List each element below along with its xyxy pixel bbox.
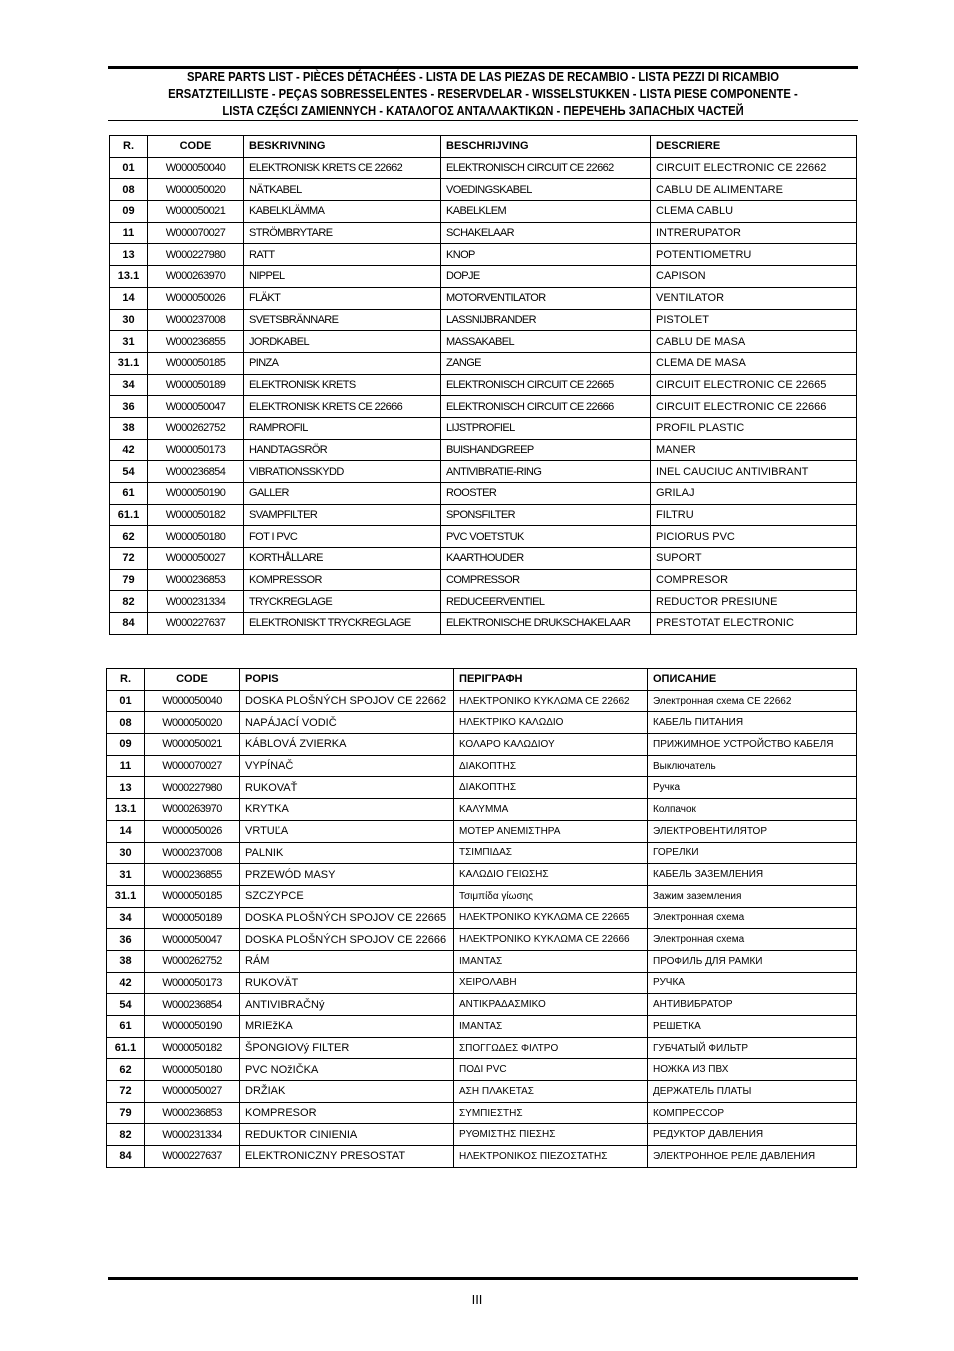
code-cell: W000050173	[148, 439, 244, 461]
col-header-greek: ΠΕΡΙΓΡΑΦΗ	[454, 669, 648, 691]
swedish-cell: VIBRATIONSSKYDD	[244, 461, 441, 483]
russian-cell: ДЕРЖАТЕЛЬ ПЛАТЫ	[648, 1081, 857, 1103]
slovak-cell: ŠPONGIOVý FILTER	[240, 1037, 454, 1059]
dutch-cell: KNOP	[441, 244, 651, 266]
slovak-cell: ANTIVIBRAČNý	[240, 994, 454, 1016]
ref-cell: 79	[110, 569, 148, 591]
swedish-cell: KORTHÅLLARE	[244, 548, 441, 570]
ref-cell: 11	[107, 755, 145, 777]
russian-cell: ГОРЕЛКИ	[648, 842, 857, 864]
slovak-cell: DOSKA PLOŠNÝCH SPOJOV CE 22666	[240, 929, 454, 951]
dutch-cell: REDUCEERVENTIEL	[441, 591, 651, 613]
dutch-cell: ELEKTRONISCH CIRCUIT CE 22666	[441, 396, 651, 418]
ref-cell: 61	[110, 483, 148, 505]
ref-cell: 61.1	[107, 1037, 145, 1059]
romanian-cell: MANER	[651, 439, 857, 461]
romanian-cell: CIRCUIT ELECTRONIC CE 22665	[651, 374, 857, 396]
code-cell: W000050026	[145, 820, 240, 842]
romanian-cell: PICIORUS PVC	[651, 526, 857, 548]
swedish-cell: ELEKTRONISK KRETS	[244, 374, 441, 396]
russian-cell: КАБЕЛЬ ЗАЗЕМЛЕНИЯ	[648, 864, 857, 886]
dutch-cell: SCHAKELAAR	[441, 222, 651, 244]
russian-cell: ЭЛЕКТРОННОЕ РЕЛЕ ДАВЛЕНИЯ	[648, 1146, 857, 1168]
slovak-cell: PVC NOžIČKA	[240, 1059, 454, 1081]
col-header-romanian: DESCRIERE	[651, 136, 857, 158]
swedish-cell: JORDKABEL	[244, 331, 441, 353]
swedish-cell: KOMPRESSOR	[244, 569, 441, 591]
header-line-1: SPARE PARTS LIST - PIÈCES DÉTACHÉES - LISTA DE LAS PIEZAS DE RECAMBIO - LISTA PEZZI DI RICAMBIO	[187, 70, 779, 84]
header-rule	[108, 120, 858, 121]
table-row	[110, 439, 857, 461]
russian-cell: РЕДУКТОР ДАВЛЕНИЯ	[648, 1124, 857, 1146]
slovak-cell: KOMPRESOR	[240, 1102, 454, 1124]
greek-cell: ΙΜΑΝΤΑΣ	[454, 1016, 648, 1038]
table-row	[107, 842, 857, 864]
col-header-code: CODE	[145, 669, 240, 691]
table-row	[107, 755, 857, 777]
swedish-cell: HANDTAGSRÖR	[244, 439, 441, 461]
ref-cell: 01	[107, 690, 145, 712]
slovak-cell: SZCZYPCE	[240, 885, 454, 907]
ref-cell: 31	[110, 331, 148, 353]
ref-cell: 36	[107, 929, 145, 951]
col-header-swedish: BESKRIVNING	[244, 136, 441, 158]
russian-cell: Электронная схема	[648, 907, 857, 929]
dutch-cell: ELEKTRONISCH CIRCUIT CE 22662	[441, 157, 651, 179]
romanian-cell: CABLU DE ALIMENTARE	[651, 179, 857, 201]
table-row	[107, 1102, 857, 1124]
table-row	[107, 950, 857, 972]
swedish-cell: SVETSBRÄNNARE	[244, 309, 441, 331]
ref-cell: 82	[110, 591, 148, 613]
table-row	[110, 352, 857, 374]
romanian-cell: PRESTOTAT ELECTRONIC	[651, 613, 857, 635]
dutch-cell: DOPJE	[441, 266, 651, 288]
code-cell: W000050027	[145, 1081, 240, 1103]
swedish-cell: GALLER	[244, 483, 441, 505]
table-row	[107, 820, 857, 842]
russian-cell: Электронная схема	[648, 929, 857, 951]
swedish-cell: ELEKTRONISKT TRYCKREGLAGE	[244, 613, 441, 635]
code-cell: W000227637	[148, 613, 244, 635]
russian-cell: КАБЕЛЬ ПИТАНИЯ	[648, 712, 857, 734]
ref-cell: 61.1	[110, 504, 148, 526]
slovak-cell: KRYTKA	[240, 799, 454, 821]
code-cell: W000050190	[148, 483, 244, 505]
romanian-cell: CLEMA DE MASA	[651, 352, 857, 374]
table-row	[110, 244, 857, 266]
col-header-ref: R.	[107, 669, 145, 691]
table-header-row	[110, 136, 857, 158]
table-row	[107, 1124, 857, 1146]
russian-cell: Ручка	[648, 777, 857, 799]
dutch-cell: ELEKTRONISCH CIRCUIT CE 22665	[441, 374, 651, 396]
code-cell: W000050180	[145, 1059, 240, 1081]
ref-cell: 54	[110, 461, 148, 483]
russian-cell: РЕШЕТКА	[648, 1016, 857, 1038]
greek-cell: ΗΛΕΚΤΡΟΝΙΚΟ ΚΥΚΛΩΜΑ CE 22662	[454, 690, 648, 712]
table-row	[107, 864, 857, 886]
greek-cell: ΣΠΟΓΓΩΔΕΣ ΦΙΛΤΡΟ	[454, 1037, 648, 1059]
romanian-cell: GRILAJ	[651, 483, 857, 505]
table-row	[110, 483, 857, 505]
code-cell: W000262752	[145, 950, 240, 972]
swedish-cell: SVAMPFILTER	[244, 504, 441, 526]
ref-cell: 54	[107, 994, 145, 1016]
ref-cell: 42	[107, 972, 145, 994]
swedish-cell: FLÄKT	[244, 287, 441, 309]
greek-cell: ΑΣΗ ΠΛΑΚΕΤΑΣ	[454, 1081, 648, 1103]
table-row	[110, 417, 857, 439]
russian-cell: Зажим заземления	[648, 885, 857, 907]
code-cell: W000263970	[148, 266, 244, 288]
col-header-code: CODE	[148, 136, 244, 158]
swedish-cell: STRÖMBRYTARE	[244, 222, 441, 244]
slovak-cell: RUKOVÄT	[240, 972, 454, 994]
code-cell: W000070027	[148, 222, 244, 244]
table-row	[110, 526, 857, 548]
table-row	[107, 994, 857, 1016]
romanian-cell: CIRCUIT ELECTRONIC CE 22666	[651, 396, 857, 418]
ref-cell: 14	[110, 287, 148, 309]
ref-cell: 38	[110, 417, 148, 439]
col-header-slovak: POPIS	[240, 669, 454, 691]
col-header-dutch: BESCHRIJVING	[441, 136, 651, 158]
dutch-cell: BUISHANDGREEP	[441, 439, 651, 461]
ref-cell: 31.1	[107, 885, 145, 907]
table-row	[110, 504, 857, 526]
table-row	[107, 972, 857, 994]
slovak-cell: DRŽIAK	[240, 1081, 454, 1103]
russian-cell: Колпачок	[648, 799, 857, 821]
dutch-cell: LASSNIJBRANDER	[441, 309, 651, 331]
ref-cell: 31	[107, 864, 145, 886]
slovak-cell: RUKOVAŤ	[240, 777, 454, 799]
greek-cell: ΔΙΑΚΟΠΤΗΣ	[454, 777, 648, 799]
code-cell: W000050021	[145, 734, 240, 756]
code-cell: W000262752	[148, 417, 244, 439]
ref-cell: 34	[110, 374, 148, 396]
code-cell: W000050047	[148, 396, 244, 418]
code-cell: W000231334	[148, 591, 244, 613]
greek-cell: ΙΜΑΝΤΑΣ	[454, 950, 648, 972]
table-row	[110, 613, 857, 635]
ref-cell: 09	[107, 734, 145, 756]
dutch-cell: SPONSFILTER	[441, 504, 651, 526]
header-line-3: LISTA CZĘŚCI ZAMIENNYCH - ΚΑΤΑΛΟΓΟΣ ΑΝΤΑΛΛΑΚΤΙΚΩΝ - ПЕРЕЧЕНЬ ЗАПАСНЫХ ЧАСТЕЙ	[222, 104, 744, 118]
russian-cell: НОЖКА ИЗ ПВХ	[648, 1059, 857, 1081]
page-number: III	[471, 1292, 483, 1307]
dutch-cell: ROOSTER	[441, 483, 651, 505]
ref-cell: 13	[107, 777, 145, 799]
code-cell: W000237008	[148, 309, 244, 331]
table-row	[110, 222, 857, 244]
ref-cell: 01	[110, 157, 148, 179]
table-row	[107, 1146, 857, 1168]
greek-cell: ΗΛΕΚΤΡΟΝΙΚΟ ΚΥΚΛΩΜΑ CE 22665	[454, 907, 648, 929]
slovak-cell: DOSKA PLOŠNÝCH SPOJOV CE 22662	[240, 690, 454, 712]
slovak-cell: PALNIK	[240, 842, 454, 864]
ref-cell: 82	[107, 1124, 145, 1146]
swedish-cell: TRYCKREGLAGE	[244, 591, 441, 613]
dutch-cell: PVC VOETSTUK	[441, 526, 651, 548]
greek-cell: ΠΟΔΙ PVC	[454, 1059, 648, 1081]
table-row	[110, 548, 857, 570]
code-cell: W000236853	[148, 569, 244, 591]
table-row	[110, 287, 857, 309]
code-cell: W000236854	[145, 994, 240, 1016]
romanian-cell: PISTOLET	[651, 309, 857, 331]
ref-cell: 62	[107, 1059, 145, 1081]
code-cell: W000263970	[145, 799, 240, 821]
code-cell: W000236855	[148, 331, 244, 353]
table-row	[110, 179, 857, 201]
code-cell: W000050189	[145, 907, 240, 929]
romanian-cell: CABLU DE MASA	[651, 331, 857, 353]
ref-cell: 61	[107, 1016, 145, 1038]
code-cell: W000050173	[145, 972, 240, 994]
greek-cell: ΔΙΑΚΟΠΤΗΣ	[454, 755, 648, 777]
slovak-cell: ELEKTRONICZNY PRESOSTAT	[240, 1146, 454, 1168]
table-row	[110, 374, 857, 396]
romanian-cell: FILTRU	[651, 504, 857, 526]
code-cell: W000050182	[145, 1037, 240, 1059]
code-cell: W000237008	[145, 842, 240, 864]
romanian-cell: PROFIL PLASTIC	[651, 417, 857, 439]
dutch-cell: COMPRESSOR	[441, 569, 651, 591]
romanian-cell: CIRCUIT ELECTRONIC CE 22662	[651, 157, 857, 179]
table-row	[110, 331, 857, 353]
page-header	[146, 69, 821, 120]
swedish-cell: PINZA	[244, 352, 441, 374]
ref-cell: 72	[110, 548, 148, 570]
swedish-cell: KABELKLÄMMA	[244, 201, 441, 223]
col-header-russian: ОПИСАНИЕ	[648, 669, 857, 691]
table-row	[110, 396, 857, 418]
swedish-cell: RATT	[244, 244, 441, 266]
code-cell: W000050190	[145, 1016, 240, 1038]
dutch-cell: MASSAKABEL	[441, 331, 651, 353]
table-row	[107, 1037, 857, 1059]
russian-cell: АНТИВИБРАТОР	[648, 994, 857, 1016]
greek-cell: ΚΟΛΑΡΟ ΚΑΛΩΔΙΟΥ	[454, 734, 648, 756]
table-row	[110, 309, 857, 331]
col-header-ref: R.	[110, 136, 148, 158]
swedish-cell: NIPPEL	[244, 266, 441, 288]
table-body	[110, 157, 857, 634]
code-cell: W000050182	[148, 504, 244, 526]
ref-cell: 38	[107, 950, 145, 972]
table-row	[107, 712, 857, 734]
greek-cell: ΗΛΕΚΤΡΟΝΙΚΟ ΚΥΚΛΩΜΑ CE 22666	[454, 929, 648, 951]
ref-cell: 30	[107, 842, 145, 864]
romanian-cell: INEL CAUCIUC ANTIVIBRANT	[651, 461, 857, 483]
ref-cell: 13.1	[107, 799, 145, 821]
ref-cell: 11	[110, 222, 148, 244]
code-cell: W000236854	[148, 461, 244, 483]
table-row	[110, 157, 857, 179]
table-row	[107, 734, 857, 756]
dutch-cell: MOTORVENTILATOR	[441, 287, 651, 309]
code-cell: W000050185	[148, 352, 244, 374]
greek-cell: ΚΑΛΩΔΙΟ ΓΕΙΩΣΗΣ	[454, 864, 648, 886]
code-cell: W000050180	[148, 526, 244, 548]
code-cell: W000050189	[148, 374, 244, 396]
code-cell: W000227980	[145, 777, 240, 799]
dutch-cell: VOEDINGSKABEL	[441, 179, 651, 201]
dutch-cell: ANTIVIBRATIE-RING	[441, 461, 651, 483]
code-cell: W000236853	[145, 1102, 240, 1124]
dutch-cell: KAARTHOUDER	[441, 548, 651, 570]
code-cell: W000050040	[148, 157, 244, 179]
table-row	[110, 461, 857, 483]
greek-cell: ΤΣΙΜΠΙΔΑΣ	[454, 842, 648, 864]
dutch-cell: KABELKLEM	[441, 201, 651, 223]
slovak-cell: NAPÁJACÍ VODIČ	[240, 712, 454, 734]
dutch-cell: LIJSTPROFIEL	[441, 417, 651, 439]
russian-cell: Электронная схема CE 22662	[648, 690, 857, 712]
ref-cell: 42	[110, 439, 148, 461]
romanian-cell: INTRERUPATOR	[651, 222, 857, 244]
code-cell: W000236855	[145, 864, 240, 886]
ref-cell: 62	[110, 526, 148, 548]
romanian-cell: CLEMA CABLU	[651, 201, 857, 223]
ref-cell: 14	[107, 820, 145, 842]
ref-cell: 72	[107, 1081, 145, 1103]
slovak-cell: RÁM	[240, 950, 454, 972]
table-row	[107, 885, 857, 907]
ref-cell: 36	[110, 396, 148, 418]
slovak-cell: REDUKTOR CINIENIA	[240, 1124, 454, 1146]
slovak-cell: MRIEžKA	[240, 1016, 454, 1038]
ref-cell: 79	[107, 1102, 145, 1124]
bottom-rule	[108, 1277, 858, 1280]
greek-cell: ΗΛΕΚΤΡΟΝΙΚΟΣ ΠΙΕΖΟΣΤΑΤΗΣ	[454, 1146, 648, 1168]
ref-cell: 09	[110, 201, 148, 223]
header-line-2: ERSATZTEILLISTE - PEÇAS SOBRESSELENTES - RESERVDELAR - WISSELSTUKKEN - LISTA PIESE COMPONENTE -	[168, 87, 798, 101]
romanian-cell: CAPISON	[651, 266, 857, 288]
greek-cell: ΚΑΛΥΜΜΑ	[454, 799, 648, 821]
ref-cell: 31.1	[110, 352, 148, 374]
russian-cell: Выключатель	[648, 755, 857, 777]
code-cell: W000050021	[148, 201, 244, 223]
table-row	[107, 1016, 857, 1038]
ref-cell: 13.1	[110, 266, 148, 288]
greek-cell: ΧΕΙΡΟΛΑΒΗ	[454, 972, 648, 994]
ref-cell: 34	[107, 907, 145, 929]
greek-cell: ΣΥΜΠΙΕΣΤΗΣ	[454, 1102, 648, 1124]
table-row	[110, 591, 857, 613]
table-row	[107, 690, 857, 712]
swedish-cell: NÄTKABEL	[244, 179, 441, 201]
greek-cell: ΗΛΕΚΤΡΙΚΟ ΚΑΛΩΔΙΟ	[454, 712, 648, 734]
ref-cell: 08	[110, 179, 148, 201]
greek-cell: ΜΟΤΕΡ ΑΝΕΜΙΣΤΗΡΑ	[454, 820, 648, 842]
table-body	[107, 690, 857, 1167]
slovak-cell: PRZEWÓD MASY	[240, 864, 454, 886]
romanian-cell: POTENTIOMETRU	[651, 244, 857, 266]
romanian-cell: SUPORT	[651, 548, 857, 570]
slovak-cell: VYPÍNAČ	[240, 755, 454, 777]
slovak-cell: DOSKA PLOŠNÝCH SPOJOV CE 22665	[240, 907, 454, 929]
parts-table-se-nl-ro	[109, 135, 857, 635]
code-cell: W000227980	[148, 244, 244, 266]
code-cell: W000050047	[145, 929, 240, 951]
table-row	[107, 799, 857, 821]
romanian-cell: REDUCTOR PRESIUNE	[651, 591, 857, 613]
swedish-cell: ELEKTRONISK KRETS CE 22666	[244, 396, 441, 418]
table-row	[110, 201, 857, 223]
table-row	[107, 907, 857, 929]
code-cell: W000050027	[148, 548, 244, 570]
table-row	[107, 929, 857, 951]
table-row	[110, 266, 857, 288]
greek-cell: Τσιμπίδα γίωσης	[454, 885, 648, 907]
romanian-cell: COMPRESOR	[651, 569, 857, 591]
romanian-cell: VENTILATOR	[651, 287, 857, 309]
code-cell: W000227637	[145, 1146, 240, 1168]
russian-cell: ГУБЧАТЫЙ ФИЛЬТР	[648, 1037, 857, 1059]
code-cell: W000050026	[148, 287, 244, 309]
russian-cell: КОМПРЕССОР	[648, 1102, 857, 1124]
swedish-cell: ELEKTRONISK KRETS CE 22662	[244, 157, 441, 179]
slovak-cell: KÁBLOVÁ ZVIERKA	[240, 734, 454, 756]
greek-cell: ΑΝΤΙΚΡΑΔΑΣΜΙΚΟ	[454, 994, 648, 1016]
table-row	[107, 777, 857, 799]
ref-cell: 13	[110, 244, 148, 266]
table-row	[107, 1081, 857, 1103]
ref-cell: 08	[107, 712, 145, 734]
russian-cell: ЭЛЕКТРОВЕНТИЛЯТОР	[648, 820, 857, 842]
code-cell: W000231334	[145, 1124, 240, 1146]
slovak-cell: VRTUĽA	[240, 820, 454, 842]
dutch-cell: ZANGE	[441, 352, 651, 374]
dutch-cell: ELEKTRONISCHE DRUKSCHAKELAAR	[441, 613, 651, 635]
table-header-row	[107, 669, 857, 691]
swedish-cell: RAMPROFIL	[244, 417, 441, 439]
russian-cell: РУЧКА	[648, 972, 857, 994]
russian-cell: ПРИЖИМНОЕ УСТРОЙСТВО КАБЕЛЯ	[648, 734, 857, 756]
code-cell: W000050020	[145, 712, 240, 734]
code-cell: W000070027	[145, 755, 240, 777]
parts-table-sk-gr-ru	[106, 668, 857, 1168]
russian-cell: ПРОФИЛЬ ДЛЯ РАМКИ	[648, 950, 857, 972]
table-row	[107, 1059, 857, 1081]
code-cell: W000050185	[145, 885, 240, 907]
ref-cell: 30	[110, 309, 148, 331]
greek-cell: ΡΥΘΜΙΣΤΗΣ ΠΙΕΣΗΣ	[454, 1124, 648, 1146]
code-cell: W000050020	[148, 179, 244, 201]
ref-cell: 84	[110, 613, 148, 635]
code-cell: W000050040	[145, 690, 240, 712]
table-row	[110, 569, 857, 591]
ref-cell: 84	[107, 1146, 145, 1168]
swedish-cell: FOT I PVC	[244, 526, 441, 548]
